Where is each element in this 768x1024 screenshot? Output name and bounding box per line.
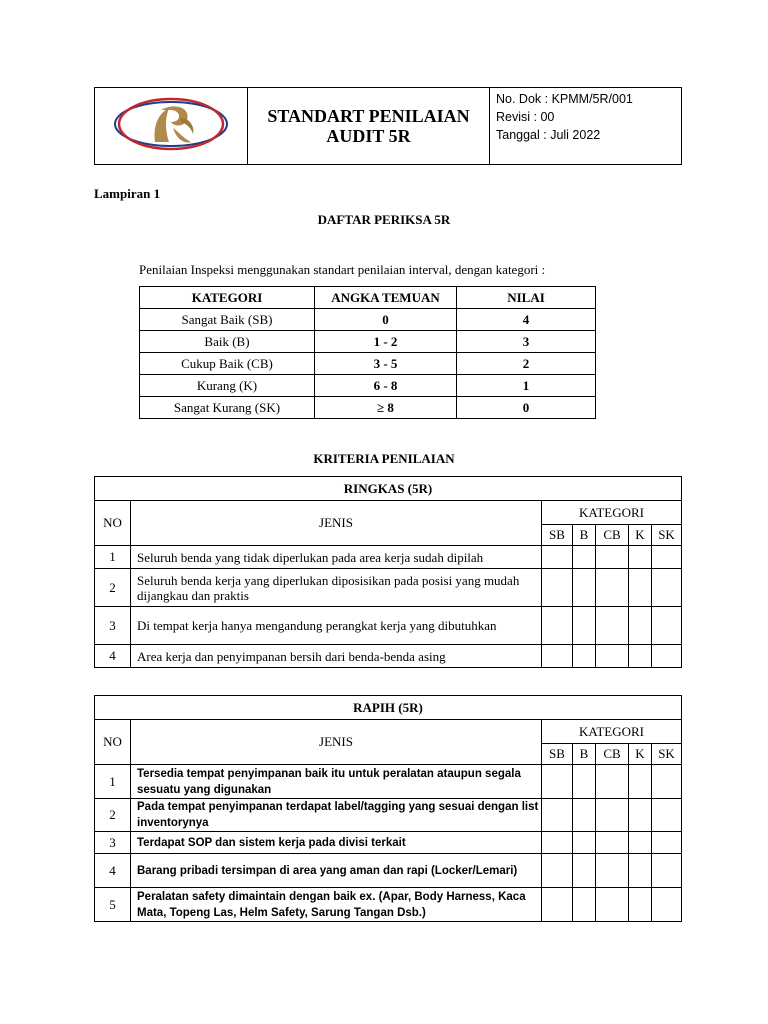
document-meta-cell xyxy=(490,88,682,165)
kategori-cell: Kurang (K) xyxy=(140,375,315,397)
kategori-table xyxy=(139,286,596,419)
check-cb[interactable] xyxy=(596,799,629,832)
nilai-cell: 1 xyxy=(457,375,596,397)
table-row xyxy=(95,888,682,922)
ringkas-caption: RINGKAS (5R) xyxy=(95,477,682,501)
table-row xyxy=(95,765,682,799)
kategori-header: KATEGORI xyxy=(140,287,315,309)
nilai-cell: 3 xyxy=(457,331,596,353)
check-b[interactable] xyxy=(573,854,596,888)
title-cell xyxy=(248,88,490,165)
check-b[interactable] xyxy=(573,546,596,569)
check-cb[interactable] xyxy=(596,854,629,888)
check-sb[interactable] xyxy=(542,799,573,832)
table-row xyxy=(140,353,596,375)
check-sk[interactable] xyxy=(652,645,682,668)
col-cb: CB xyxy=(596,744,629,765)
table-row xyxy=(95,546,682,569)
angka-cell: 1 - 2 xyxy=(315,331,457,353)
col-cb: CB xyxy=(596,525,629,546)
check-k[interactable] xyxy=(629,854,652,888)
check-k[interactable] xyxy=(629,569,652,607)
col-sk: SK xyxy=(652,744,682,765)
kategori-header-row xyxy=(140,287,596,309)
jenis-header: JENIS xyxy=(131,720,542,765)
check-sk[interactable] xyxy=(652,569,682,607)
check-cb[interactable] xyxy=(596,765,629,799)
doc-date: Tanggal : Juli 2022 xyxy=(496,128,601,142)
check-sk[interactable] xyxy=(652,799,682,832)
row-no: 3 xyxy=(95,607,131,645)
daftar-title: DAFTAR PERIKSA 5R xyxy=(317,212,451,227)
ringkas-table xyxy=(94,476,682,668)
kategori-cell: Sangat Kurang (SK) xyxy=(140,397,315,419)
row-jenis: Barang pribadi tersimpan di area yang aman dan rapi (Locker/Lemari) xyxy=(131,854,542,888)
table-row xyxy=(140,331,596,353)
check-b[interactable] xyxy=(573,569,596,607)
row-no: 1 xyxy=(95,765,131,799)
col-b: B xyxy=(573,744,596,765)
check-b[interactable] xyxy=(573,645,596,668)
check-cb[interactable] xyxy=(596,888,629,922)
row-no: 1 xyxy=(95,546,131,569)
table-row xyxy=(95,832,682,854)
row-no: 4 xyxy=(95,645,131,668)
company-logo-icon xyxy=(95,88,247,159)
col-b: B xyxy=(573,525,596,546)
table-row xyxy=(95,607,682,645)
table-row xyxy=(95,799,682,832)
row-no: 3 xyxy=(95,832,131,854)
nilai-cell: 4 xyxy=(457,309,596,331)
rapih-table xyxy=(94,695,682,922)
check-sk[interactable] xyxy=(652,832,682,854)
doc-number: No. Dok : KPMM/5R/001 xyxy=(496,92,633,106)
check-sk[interactable] xyxy=(652,888,682,922)
rapih-caption: RAPIH (5R) xyxy=(95,696,682,720)
row-jenis: Pada tempat penyimpanan terdapat label/tagging yang sesuai dengan list inventorynya xyxy=(131,799,542,832)
table-row xyxy=(140,397,596,419)
check-b[interactable] xyxy=(573,607,596,645)
check-sk[interactable] xyxy=(652,854,682,888)
check-cb[interactable] xyxy=(596,832,629,854)
table-row xyxy=(95,569,682,607)
col-sb: SB xyxy=(542,525,573,546)
check-sk[interactable] xyxy=(652,546,682,569)
check-sk[interactable] xyxy=(652,607,682,645)
nilai-cell: 0 xyxy=(457,397,596,419)
check-cb[interactable] xyxy=(596,569,629,607)
check-k[interactable] xyxy=(629,888,652,922)
check-sk[interactable] xyxy=(652,765,682,799)
check-k[interactable] xyxy=(629,765,652,799)
table-row xyxy=(95,645,682,668)
kategori-header: KATEGORI xyxy=(542,720,682,744)
row-jenis: Area kerja dan penyimpanan bersih dari benda-benda asing xyxy=(131,645,542,668)
no-header: NO xyxy=(95,720,131,765)
nilai-cell: 2 xyxy=(457,353,596,375)
check-k[interactable] xyxy=(629,799,652,832)
row-no: 2 xyxy=(95,799,131,832)
document-title-line1: STANDART PENILAIAN xyxy=(267,106,470,126)
angka-cell: 0 xyxy=(315,309,457,331)
row-no: 4 xyxy=(95,854,131,888)
row-jenis: Di tempat kerja hanya mengandung perangkat kerja yang dibutuhkan xyxy=(131,607,542,645)
col-k: K xyxy=(629,744,652,765)
check-sb[interactable] xyxy=(542,569,573,607)
check-k[interactable] xyxy=(629,645,652,668)
check-cb[interactable] xyxy=(596,546,629,569)
jenis-header: JENIS xyxy=(131,501,542,546)
document-header xyxy=(94,87,682,165)
angka-temuan-header: ANGKA TEMUAN xyxy=(315,287,457,309)
check-b[interactable] xyxy=(573,799,596,832)
check-sb[interactable] xyxy=(542,546,573,569)
kriteria-title: KRITERIA PENILAIAN xyxy=(313,451,455,466)
row-jenis: Seluruh benda yang tidak diperlukan pada area kerja sudah dipilah xyxy=(131,546,542,569)
check-sb[interactable] xyxy=(542,888,573,922)
logo-cell xyxy=(95,88,248,165)
check-cb[interactable] xyxy=(596,607,629,645)
row-jenis: Tersedia tempat penyimpanan baik itu untuk peralatan ataupun segala sesuatu yang digunakan xyxy=(131,765,542,799)
row-no: 2 xyxy=(95,569,131,607)
check-sb[interactable] xyxy=(542,645,573,668)
kategori-cell: Baik (B) xyxy=(140,331,315,353)
kategori-cell: Sangat Baik (SB) xyxy=(140,309,315,331)
check-sb[interactable] xyxy=(542,765,573,799)
col-sb: SB xyxy=(542,744,573,765)
angka-cell: 3 - 5 xyxy=(315,353,457,375)
document-title-line2: AUDIT 5R xyxy=(326,126,411,146)
doc-revision: Revisi : 00 xyxy=(496,110,555,124)
kategori-cell: Cukup Baik (CB) xyxy=(140,353,315,375)
check-b[interactable] xyxy=(573,765,596,799)
check-sb[interactable] xyxy=(542,607,573,645)
no-header: NO xyxy=(95,501,131,546)
nilai-header: NILAI xyxy=(457,287,596,309)
col-sk: SK xyxy=(652,525,682,546)
intro-text: Penilaian Inspeksi menggunakan standart penilaian interval, dengan kategori : xyxy=(139,262,546,277)
table-row xyxy=(140,375,596,397)
table-row xyxy=(140,309,596,331)
table-row xyxy=(95,854,682,888)
row-jenis: Seluruh benda kerja yang diperlukan diposisikan pada posisi yang mudah dijangkau dan praktis xyxy=(131,569,542,607)
row-jenis: Terdapat SOP dan sistem kerja pada divisi terkait xyxy=(131,832,542,854)
check-k[interactable] xyxy=(629,607,652,645)
angka-cell: ≥ 8 xyxy=(315,397,457,419)
check-k[interactable] xyxy=(629,546,652,569)
row-jenis: Peralatan safety dimaintain dengan baik ex. (Apar, Body Harness, Kaca Mata, Topeng Las, Helm Safety, Sarung Tangan Dsb.) xyxy=(131,888,542,922)
angka-cell: 6 - 8 xyxy=(315,375,457,397)
check-cb[interactable] xyxy=(596,645,629,668)
check-b[interactable] xyxy=(573,888,596,922)
col-k: K xyxy=(629,525,652,546)
check-sb[interactable] xyxy=(542,854,573,888)
check-b[interactable] xyxy=(573,832,596,854)
check-k[interactable] xyxy=(629,832,652,854)
row-no: 5 xyxy=(95,888,131,922)
kategori-header: KATEGORI xyxy=(542,501,682,525)
check-sb[interactable] xyxy=(542,832,573,854)
lampiran-label: Lampiran 1 xyxy=(94,186,161,201)
